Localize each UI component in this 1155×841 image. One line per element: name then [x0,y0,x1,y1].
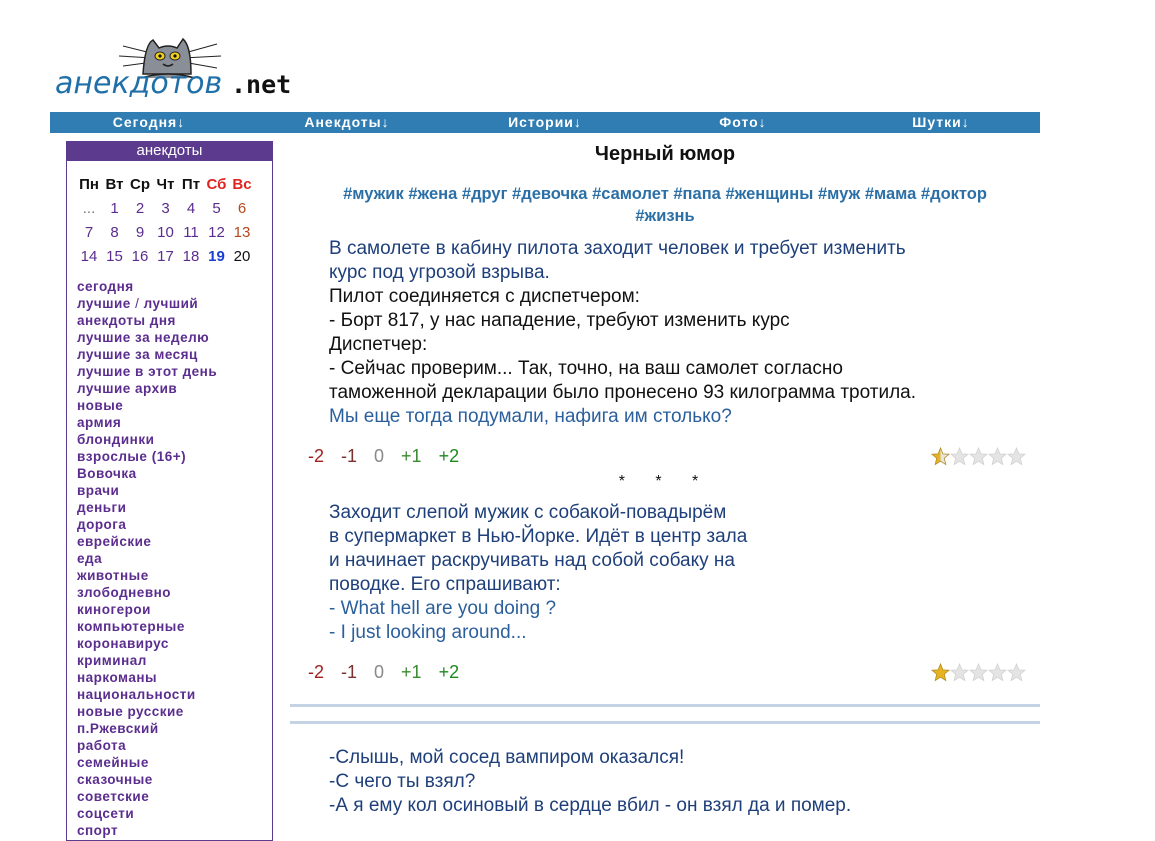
category-list [77,278,272,839]
vote-minus-2[interactable]: -2 [308,661,325,682]
page-title: Черный юмор [594,143,736,165]
category-link[interactable]: животные [77,568,149,583]
calendar-day[interactable]: 12 [208,224,225,241]
category-link[interactable]: еда [77,551,103,566]
calendar-day[interactable]: 13 [233,224,251,241]
joke-line: - Борт 817, у нас нападение, требуют изменить курс [329,310,790,331]
vote-minus-1[interactable]: -1 [341,661,358,682]
star-icon [931,663,950,682]
star-icon [931,447,950,466]
main-content [290,141,1040,818]
section-rule [290,721,1040,724]
joke-line: Мы еще тогда подумали, нафига им столько? [329,406,732,427]
tag-list [290,183,1040,227]
calendar-day[interactable]: 3 [161,200,170,217]
category-link[interactable]: национальности [77,687,196,702]
category-link[interactable]: советские [77,789,150,804]
joke-line: и начинает раскручивать над собой собаку на [329,550,735,571]
joke-line: поводке. Его спрашивают: [329,574,561,595]
joke-line: в супермаркет в Нью-Йорке. Идёт в центр зала [329,526,748,547]
tag-link[interactable]: #мужик [343,185,404,203]
joke-text [329,237,1040,429]
vote-minus-2[interactable]: -2 [308,445,325,466]
category-link[interactable]: анекдоты дня [77,313,176,328]
vote-plus-1[interactable]: +1 [401,661,422,682]
dow-tue: Вт [105,176,124,193]
tag-link[interactable]: #девочка [512,185,588,203]
tag-link[interactable]: #друг [461,185,508,203]
joke-line: -Слышь, мой сосед вампиром оказался! [329,747,685,768]
vote-plus-2[interactable]: +2 [438,661,460,682]
calendar-week [77,221,272,245]
vote-bar [308,660,1040,684]
joke-line: - What hell are you doing ? [329,598,557,619]
rating-stars [931,447,1026,466]
category-link[interactable]: компьютерные [77,619,185,634]
vote-zero[interactable]: 0 [374,445,385,466]
calendar-week [77,245,272,269]
tag-link[interactable]: #жена [408,185,458,203]
vote-zero[interactable]: 0 [374,661,385,682]
dow-sun: Вс [232,176,252,193]
separator: / [135,296,140,311]
joke-line: Пилот соединяется с диспетчером: [329,286,640,307]
joke-line: Заходит слепой мужик с собакой-повадырём [329,502,727,523]
category-link[interactable]: коронавирус [77,636,169,651]
calendar-day[interactable]: 10 [157,224,174,241]
site-logo[interactable] [53,34,293,102]
tag-link[interactable]: #мама [864,185,917,203]
dow-wed: Ср [130,176,150,193]
joke-line: В самолете в кабину пилота заходит человек и требует изменить [329,238,906,259]
nav-stories[interactable]: Истории↓ [508,114,582,130]
star-icon [950,447,969,466]
star-icon [1007,663,1026,682]
tag-link[interactable]: #папа [673,185,721,203]
joke-line: таможенной декларации было пронесено 93 килограмма тротила. [329,382,917,403]
joke-divider: * * * [618,473,712,490]
category-link[interactable]: сказочные [77,772,153,787]
calendar-day[interactable]: 16 [131,248,149,265]
sidebar [66,141,273,841]
calendar-more[interactable]: ... [82,200,96,217]
tag-link[interactable]: #муж [817,185,861,203]
category-link[interactable]: взрослые (16+) [77,449,187,464]
joke-line: - I just looking around... [329,622,527,643]
star-icon [1007,447,1026,466]
category-link[interactable]: блондинки [77,432,155,447]
calendar-day[interactable]: 6 [237,200,247,217]
dow-thu: Чт [156,176,175,193]
nav-jokes[interactable]: Анекдоты↓ [304,114,390,130]
calendar-day[interactable]: 14 [80,248,98,265]
vote-plus-1[interactable]: +1 [401,445,422,466]
calendar-day[interactable]: 11 [183,224,199,241]
category-link[interactable]: спорт [77,823,119,838]
category-link[interactable]: лучший [143,296,199,311]
dow-mon: Пн [79,176,99,193]
category-link[interactable]: лучшие [77,296,131,311]
category-link[interactable]: наркоманы [77,670,158,685]
calendar-day: 20 [233,248,251,265]
calendar-header [77,173,272,197]
nav-gags[interactable]: Шутки↓ [912,114,970,130]
star-icon [950,663,969,682]
joke-line: - Сейчас проверим... Так, точно, на ваш самолет согласно [329,358,843,379]
category-link[interactable]: еврейские [77,534,152,549]
dow-fri: Пт [181,176,201,193]
category-link[interactable]: семейные [77,755,149,770]
category-link[interactable]: лучшие в этот день [77,364,218,379]
calendar-day[interactable]: 1 [110,200,119,217]
logo-text: анекдотов [55,66,223,101]
calendar-day[interactable]: 8 [110,224,119,241]
tag-link[interactable]: #женщины [725,185,814,203]
calendar-week [77,197,272,221]
category-link[interactable]: дорога [77,517,127,532]
category-link[interactable]: лучшие архив [77,381,178,396]
calendar-day[interactable]: 4 [186,200,196,217]
category-link[interactable]: Вовочка [77,466,137,481]
best-links [77,295,272,312]
category-link[interactable]: врачи [77,483,120,498]
category-link[interactable]: соцсети [77,806,135,821]
category-link[interactable]: п.Ржевский [77,721,159,736]
dow-sat: Сб [206,176,227,193]
calendar-day[interactable]: 5 [212,200,221,217]
category-link[interactable]: лучшие за месяц [77,347,198,362]
joke-text [329,501,1040,645]
tag-link[interactable]: #самолет [592,185,669,203]
star-icon [969,447,988,466]
tag-link[interactable]: #доктор [920,185,987,203]
calendar-day-today[interactable]: 19 [208,248,225,265]
calendar-day[interactable]: 18 [182,248,200,265]
section-rule [290,704,1040,707]
category-link[interactable]: новые [77,398,124,413]
joke-line: -А я ему кол осиновый в сердце вбил - он взял да и помер. [329,795,852,816]
category-link[interactable]: армия [77,415,122,430]
calendar-day[interactable]: 9 [135,224,145,241]
vote-plus-2[interactable]: +2 [438,445,460,466]
category-link[interactable]: киногерои [77,602,151,617]
nav-photo[interactable]: Фото↓ [719,114,767,130]
joke-line: -С чего ты взял? [329,771,476,792]
vote-minus-1[interactable]: -1 [341,445,358,466]
joke-line: Диспетчер: [329,334,428,355]
star-icon [969,663,988,682]
sidebar-title: анекдоты [66,141,273,161]
joke-text [329,746,1040,818]
category-link[interactable]: новые русские [77,704,184,719]
top-navigation [50,112,1040,133]
category-link[interactable]: сегодня [77,279,134,294]
nav-today[interactable]: Сегодня↓ [112,114,186,130]
star-icon [988,447,1007,466]
calendar-day[interactable]: 7 [84,224,94,241]
tag-link[interactable]: #жизнь [635,207,695,225]
category-link[interactable]: злободневно [77,585,172,600]
rating-stars [931,663,1026,682]
calendar-day[interactable]: 2 [135,200,145,217]
category-link[interactable]: работа [77,738,127,753]
joke-line: курс под угрозой взрыва. [329,262,550,283]
calendar [77,173,272,269]
calendar-day[interactable]: 17 [157,248,174,265]
category-link[interactable]: криминал [77,653,147,668]
logo-domain: .net [231,70,292,99]
star-icon [988,663,1007,682]
vote-bar [308,444,1040,468]
calendar-day[interactable]: 15 [106,248,123,265]
category-link[interactable]: деньги [77,500,127,515]
category-link[interactable]: лучшие за неделю [77,330,210,345]
